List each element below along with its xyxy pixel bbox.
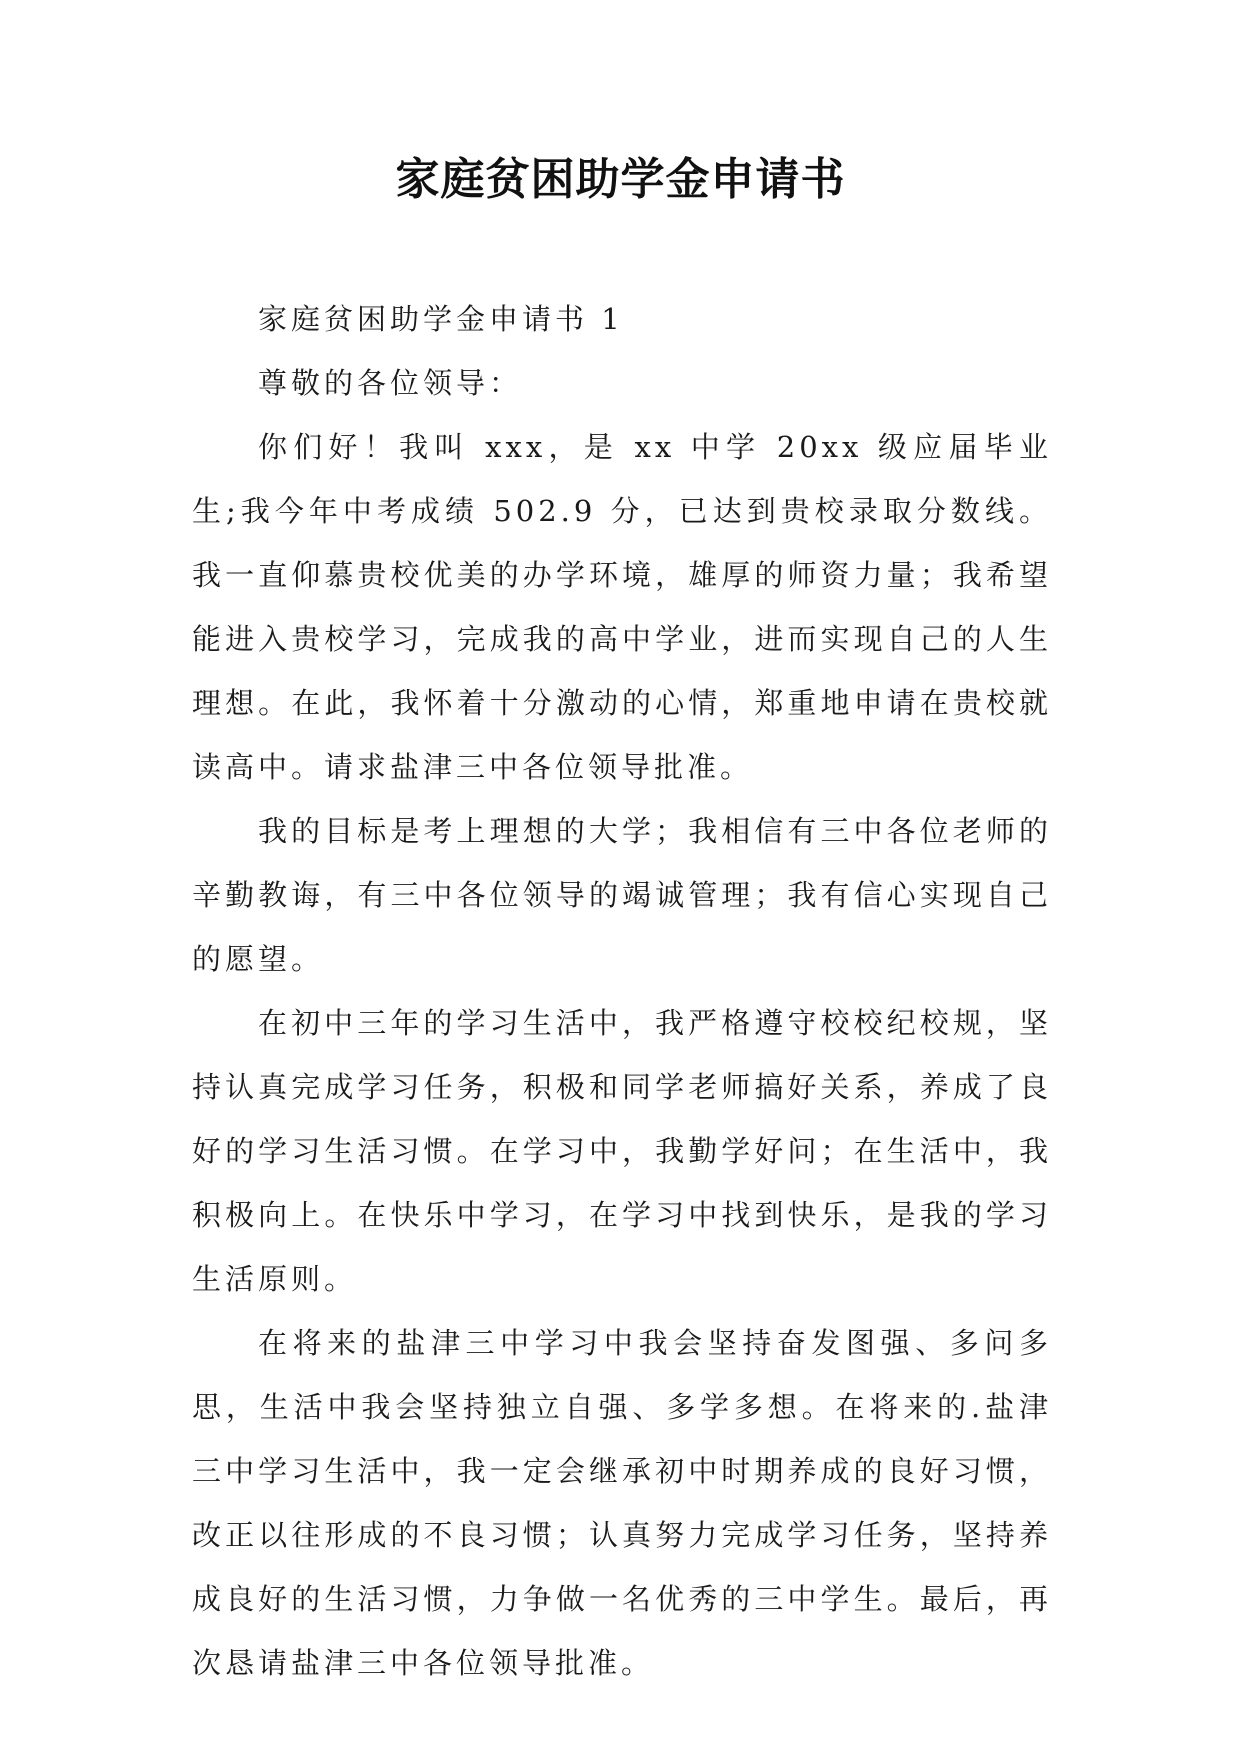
body-paragraph: 我的目标是考上理想的大学；我相信有三中各位老师的辛勤教诲，有三中各位领导的竭诚管理；我有信心实现自己的愿望。 (192, 814, 1052, 976)
document-title: 家庭贫困助学金申请书 (395, 154, 846, 205)
salutation: 尊敬的各位领导： (258, 366, 523, 400)
section-heading: 家庭贫困助学金申请书 1 (258, 302, 624, 336)
body-paragraph: 你们好！我叫 xxx，是 xx 中学 20xx 级应届毕业生;我今年中考成绩 502.9 分，已达到贵校录取分数线。我一直仰慕贵校优美的办学环境，雄厚的师资力量；我希望能进入贵校学习，完成我的高中学业，进而实现自己的人生理想。在此，我怀着十分激动的心情，郑重地申请在贵校就读高中。请求盐津三中各位领导批准。 (192, 430, 1052, 784)
document-body (192, 287, 1052, 1695)
body-paragraph: 在初中三年的学习生活中，我严格遵守校校纪校规，坚持认真完成学习任务，积极和同学老师搞好关系，养成了良好的学习生活习惯。在学习中，我勤学好问；在生活中，我积极向上。在快乐中学习，在学习中找到快乐，是我的学习生活原则。 (192, 1006, 1052, 1296)
body-paragraph: 在将来的盐津三中学习中我会坚持奋发图强、多问多思，生活中我会坚持独立自强、多学多想。在将来的.盐津三中学习生活中，我一定会继承初中时期养成的良好习惯，改正以往形成的不良习惯；认真努力完成学习任务，坚持养成良好的生活习惯，力争做一名优秀的三中学生。最后，再次恳请盐津三中各位领导批准。 (192, 1326, 1052, 1680)
